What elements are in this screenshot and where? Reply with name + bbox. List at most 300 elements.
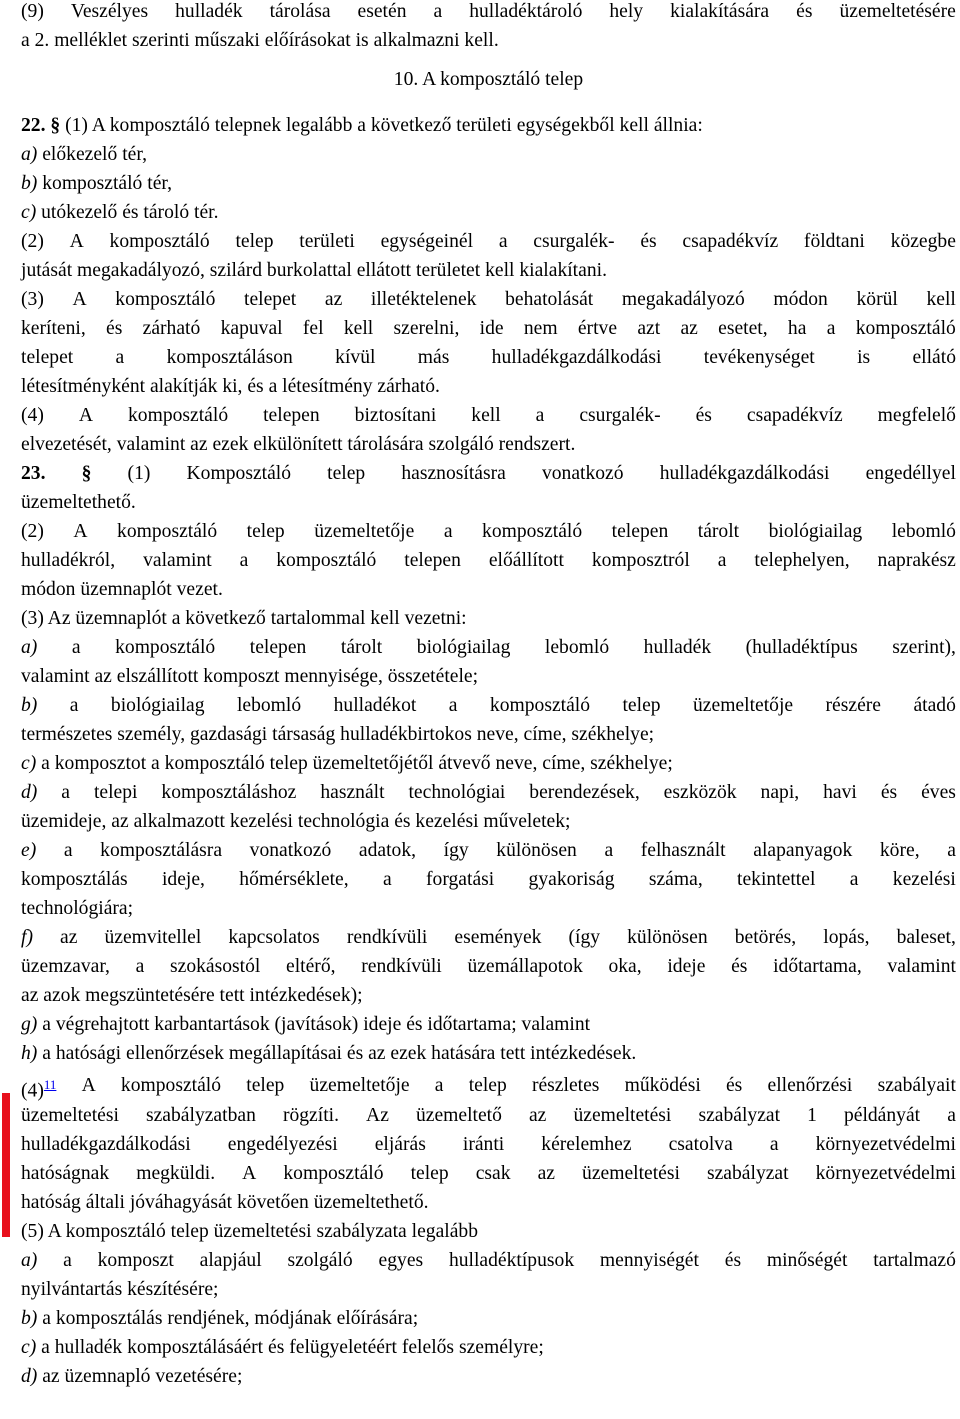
word: [529, 870, 615, 890]
word: [299, 232, 355, 252]
text-run: telep: [327, 463, 366, 484]
word: [381, 232, 474, 252]
word: [244, 290, 296, 310]
text-run: a: [61, 782, 70, 803]
word: [804, 232, 865, 252]
text-line: [21, 1367, 242, 1387]
word: [21, 696, 37, 716]
text-run: technológiai: [408, 782, 506, 803]
text-run: kívül: [335, 347, 376, 368]
word: [881, 783, 897, 803]
word: [604, 841, 613, 861]
word: [529, 1106, 546, 1126]
item-letter: d): [21, 1366, 38, 1387]
word: [21, 522, 44, 542]
text-run: események: [454, 927, 542, 948]
word: [649, 870, 703, 890]
word: [600, 1251, 699, 1271]
text-run: napi,: [760, 782, 800, 803]
text-line: [21, 116, 703, 136]
text-line: [21, 986, 363, 1006]
word: [100, 841, 222, 861]
text-run: egységeinél: [380, 231, 474, 252]
text-run: komposztáló: [117, 521, 218, 542]
word: [394, 319, 460, 339]
text-run: telepet: [244, 289, 297, 310]
word: [371, 290, 477, 310]
text-run: ide: [479, 318, 504, 339]
text-line: [21, 1164, 956, 1184]
text-run: hulladéktípusok: [448, 1250, 575, 1271]
word: [444, 841, 469, 861]
item-letter: c): [21, 1337, 37, 1358]
text-run: csak: [475, 1163, 511, 1184]
word: [115, 290, 215, 310]
text-run: üzemeltethető.: [21, 492, 136, 513]
word: [761, 783, 800, 803]
text-run: a: [448, 695, 458, 716]
word: [492, 348, 662, 368]
text-run: csatolva: [668, 1134, 733, 1155]
text-run: (4): [21, 405, 44, 426]
text-run: kapuval: [220, 318, 283, 339]
text-run: 1: [807, 1105, 817, 1126]
word: [608, 957, 641, 977]
text-run: komposztáló: [120, 1075, 222, 1096]
text-run: üzemeltetési: [573, 1105, 672, 1126]
word: [489, 551, 564, 571]
text-run: ideje,: [161, 869, 205, 890]
word: [344, 319, 373, 339]
text-run: A: [69, 231, 84, 252]
word: [839, 2, 955, 22]
text-run: hulladék: [643, 637, 712, 658]
text-run: behatolását: [505, 289, 594, 310]
item-letter: e): [21, 840, 37, 861]
word: [892, 638, 956, 658]
text-run: az üzemnapló vezetésére;: [37, 1366, 243, 1387]
text-run: komposztáló: [489, 695, 591, 716]
word: [310, 1076, 410, 1101]
text-line: [21, 348, 956, 368]
word: [644, 638, 711, 658]
word: [569, 928, 601, 948]
text-run: környezetvédelmi: [815, 1134, 956, 1155]
word: [857, 348, 870, 368]
text-run: vonatkozó: [541, 463, 624, 484]
word: [320, 783, 384, 803]
word: [111, 696, 205, 716]
text-run: éves: [921, 782, 956, 803]
word: [718, 319, 768, 339]
text-run: hulladékgazdálkodási: [659, 463, 830, 484]
word: [426, 870, 494, 890]
text-line: [21, 870, 956, 890]
text-run: komposztáló: [482, 521, 583, 542]
text-run: és: [725, 1075, 743, 1096]
word: [921, 783, 956, 803]
text-run: (3) Az üzemnaplót a következő tartalommal kell vezetni:: [21, 608, 467, 629]
text-run: utókezelő és tároló tér.: [36, 202, 219, 223]
text-run: komposztáló: [276, 550, 377, 571]
text-run: a 2. melléklet szerinti műszaki előírásokat is alkalmazni kell.: [21, 30, 499, 51]
text-run: lebomló: [544, 637, 610, 658]
text-run: a: [71, 637, 81, 658]
word: [696, 406, 712, 426]
word: [246, 1076, 284, 1101]
word: [873, 1251, 956, 1271]
text-run: kialakítására: [670, 1, 770, 22]
text-run: és: [731, 956, 748, 977]
word: [366, 1106, 389, 1126]
word: [471, 406, 500, 426]
text-run: elvezetését, valamint az ezek elkülönített tárolására szolgáló rendszert.: [21, 434, 576, 455]
text-run: telepen: [263, 405, 320, 426]
word: [947, 1106, 956, 1126]
word: [827, 319, 836, 339]
text-run: hatóság általi jóváhagyását követően üzemeltethető.: [21, 1192, 429, 1213]
text-run: előkezelő tér,: [37, 144, 147, 165]
text-line: [21, 638, 956, 658]
text-run: üzemzavar,: [21, 956, 110, 977]
text-line: [21, 1338, 544, 1358]
word: [725, 1251, 741, 1271]
word: [878, 551, 956, 571]
text-line: [21, 1135, 956, 1155]
text-run: szabályzat: [706, 1163, 789, 1184]
text-run: komposztáló: [855, 318, 956, 339]
word: [21, 464, 46, 484]
word: [788, 319, 807, 339]
word: [823, 928, 869, 948]
text-run: kapcsolatos: [228, 927, 320, 948]
text-line: [21, 145, 147, 165]
section-number: §: [50, 115, 61, 136]
word: [242, 1164, 256, 1184]
word: [21, 841, 36, 861]
item-letter: a): [21, 637, 38, 658]
text-line: [21, 493, 136, 513]
word: [667, 957, 705, 977]
word: [303, 319, 324, 339]
text-run: telepen: [249, 637, 307, 658]
word: [592, 551, 690, 571]
word: [880, 841, 920, 861]
word: [640, 232, 656, 252]
text-line: [21, 841, 956, 861]
word: [664, 783, 737, 803]
word: [816, 1164, 956, 1184]
text-run: szolgáló: [287, 1250, 353, 1271]
text-run: eljárás: [374, 1134, 426, 1155]
text-run: A: [78, 405, 93, 426]
word: [454, 928, 541, 948]
word: [72, 290, 86, 310]
text-run: hulladékról,: [21, 550, 116, 571]
text-run: engedéllyel: [865, 463, 956, 484]
text-run: és: [880, 782, 898, 803]
text-line: [21, 232, 956, 252]
word: [21, 1164, 109, 1184]
word: [237, 696, 301, 716]
text-run: biológiailag: [768, 521, 863, 542]
word: [768, 1076, 853, 1101]
item-letter: b): [21, 695, 38, 716]
text-line: [21, 580, 223, 600]
word: [411, 1164, 449, 1184]
text-run: a: [69, 695, 79, 716]
text-run: Komposztáló: [186, 463, 292, 484]
text-run: üzemeltetője: [693, 695, 794, 716]
text-run: üzemeltetési: [582, 1163, 680, 1184]
item-letter: b): [21, 1308, 38, 1329]
word: [844, 1106, 920, 1126]
text-run: ha: [787, 318, 807, 339]
text-line: [21, 319, 956, 339]
word: [162, 870, 205, 890]
text-line: [21, 2, 956, 22]
word: [480, 319, 504, 339]
text-line: [21, 261, 607, 281]
word: [383, 870, 392, 890]
text-run: üzemideje, az alkalmazott kezelési technológia és kezelési műveletek;: [21, 811, 571, 832]
text-run: megküldi.: [136, 1163, 216, 1184]
text-run: lebomló: [236, 695, 302, 716]
word: [469, 1076, 507, 1101]
text-run: telepet: [21, 347, 74, 368]
word: [335, 348, 375, 368]
text-run: is: [857, 347, 871, 368]
word: [753, 841, 852, 861]
text-run: a: [947, 1105, 956, 1126]
word: [891, 232, 956, 252]
text-run: esetén: [357, 1, 407, 22]
text-run: lopás,: [823, 927, 870, 948]
word: [698, 1106, 780, 1126]
word: [866, 464, 956, 484]
text-line: [21, 1076, 956, 1101]
text-line: [21, 783, 956, 803]
word: [161, 783, 296, 803]
text-run: telepi: [93, 782, 138, 803]
text-run: tárolt: [340, 637, 383, 658]
text-line: [21, 1309, 418, 1329]
text-run: és: [640, 231, 657, 252]
text-run: illetéktelenek: [370, 289, 477, 310]
text-run: eszközök: [663, 782, 737, 803]
word: [175, 2, 242, 22]
word: [283, 1164, 383, 1184]
word: [21, 290, 44, 310]
text-run: betörés,: [734, 927, 797, 948]
section-number: §: [81, 463, 92, 484]
text-run: komposztáláson: [166, 347, 293, 368]
word: [754, 551, 849, 571]
footnote-ref: [44, 1074, 57, 1093]
word: [143, 319, 201, 339]
text-run: átadó: [913, 695, 956, 716]
text-run: alapanyagok: [753, 840, 853, 861]
word: [228, 928, 319, 948]
text-run: üzemvitellel: [104, 927, 202, 948]
text-run: komposztáló tér,: [37, 173, 173, 194]
word: [136, 957, 145, 977]
word: [21, 406, 44, 426]
text-run: A: [242, 1163, 257, 1184]
text-run: gyakoriság: [528, 869, 615, 890]
word: [21, 1076, 56, 1101]
text-run: (9): [21, 1, 44, 22]
text-run: különösen: [627, 927, 708, 948]
text-line: [21, 1251, 956, 1271]
word: [104, 928, 201, 948]
text-run: üzemeltetője: [314, 521, 415, 542]
text-run: telep: [246, 1075, 285, 1096]
text-run: példányát: [843, 1105, 921, 1126]
text-run: a komposztálás rendjének, módjának előírására;: [37, 1308, 419, 1329]
word: [379, 1251, 424, 1271]
word: [82, 1076, 96, 1101]
text-run: kell: [343, 318, 374, 339]
word: [747, 406, 843, 426]
word: [850, 870, 859, 890]
text-run: komposztáló: [283, 1163, 384, 1184]
word: [21, 638, 37, 658]
word: [807, 1106, 817, 1126]
item-letter: c): [21, 202, 37, 223]
word: [21, 232, 44, 252]
text-run: kérelemhez: [541, 1134, 632, 1155]
text-run: (1) A komposztáló telepnek legalább a következő területi egységekből kell állnia:: [60, 115, 703, 136]
word: [660, 464, 830, 484]
text-run: üzemeltetője: [309, 1075, 410, 1096]
text-run: komposztáló: [115, 289, 216, 310]
text-run: ideje: [667, 956, 706, 977]
word: [532, 1076, 599, 1101]
text-run: hely: [609, 1, 644, 22]
word: [622, 290, 745, 310]
word: [823, 783, 857, 803]
text-run: földtani: [803, 231, 865, 252]
text-run: a hulladék komposztálásáért és felügyeletéért felelős személyre;: [36, 1337, 544, 1358]
text-run: nem: [523, 318, 558, 339]
word: [926, 290, 955, 310]
text-run: kell: [471, 405, 501, 426]
word: [704, 348, 815, 368]
word: [529, 783, 639, 803]
text-run: tartalmazó: [873, 1250, 956, 1271]
text-line: [21, 812, 570, 832]
word: [21, 870, 128, 890]
text-line: [21, 31, 499, 51]
word: [622, 696, 660, 716]
word: [283, 1106, 339, 1126]
text-run: és: [695, 405, 712, 426]
text-run: az: [60, 927, 78, 948]
word: [416, 1106, 502, 1126]
text-run: baleset,: [896, 927, 956, 948]
footnote-link[interactable]: 11: [43, 1077, 57, 1092]
text-run: lebomló: [891, 521, 956, 542]
item-letter: d): [21, 782, 38, 803]
word: [347, 928, 428, 948]
word: [444, 522, 453, 542]
word: [737, 870, 815, 890]
text-line: [21, 725, 654, 745]
word: [117, 522, 217, 542]
text-line: [21, 609, 467, 629]
word: [670, 2, 769, 22]
text-run: csurgalék-: [579, 405, 661, 426]
word: [71, 2, 148, 22]
section-number: 23.: [21, 463, 46, 484]
text-run: hulladéktároló: [469, 1, 583, 22]
text-line: [21, 1015, 590, 1035]
word: [912, 348, 956, 368]
section-heading: [21, 70, 956, 90]
text-line: [21, 1044, 636, 1064]
word: [21, 1251, 37, 1271]
text-run: (4): [21, 1080, 44, 1102]
word: [146, 1106, 256, 1126]
word: [578, 319, 617, 339]
text-run: 10. A komposztáló telep: [393, 69, 584, 90]
text-run: az: [528, 1105, 547, 1126]
word: [82, 464, 92, 484]
text-line: [21, 1280, 219, 1300]
text-run: A: [81, 1075, 96, 1096]
word: [767, 1251, 848, 1271]
text-run: tekintettel: [737, 869, 816, 890]
text-run: eltérő,: [286, 956, 336, 977]
word: [61, 783, 70, 803]
text-run: üzemállapotok: [467, 956, 583, 977]
text-run: közegbe: [890, 231, 956, 252]
text-run: és: [106, 318, 123, 339]
text-run: forgatási: [426, 869, 495, 890]
text-run: hulladékgazdálkodási: [491, 347, 662, 368]
text-run: megakadályozó: [621, 289, 745, 310]
text-run: hőmérséklete,: [239, 869, 349, 890]
word: [693, 696, 793, 716]
word: [625, 1076, 701, 1101]
text-run: (így: [568, 927, 601, 948]
word: [70, 696, 79, 716]
text-line: [21, 957, 956, 977]
text-run: mennyiségét: [599, 1250, 699, 1271]
text-run: technológiára;: [21, 898, 134, 919]
text-line: [21, 435, 575, 455]
text-line: [21, 203, 219, 223]
text-run: a: [498, 231, 508, 252]
word: [70, 232, 84, 252]
text-run: köre,: [879, 840, 920, 861]
word: [499, 232, 508, 252]
word: [240, 551, 249, 571]
text-run: rendkívüli: [361, 956, 442, 977]
word: [538, 1164, 555, 1184]
text-run: a: [433, 1, 443, 22]
text-run: üzemeltetési: [21, 1105, 119, 1126]
text-run: részére: [825, 695, 881, 716]
word: [417, 638, 511, 658]
text-run: a: [717, 550, 727, 571]
word: [463, 1135, 504, 1155]
word: [582, 1164, 680, 1184]
text-run: a: [849, 869, 859, 890]
word: [247, 522, 285, 542]
text-run: rögzíti.: [282, 1105, 339, 1126]
